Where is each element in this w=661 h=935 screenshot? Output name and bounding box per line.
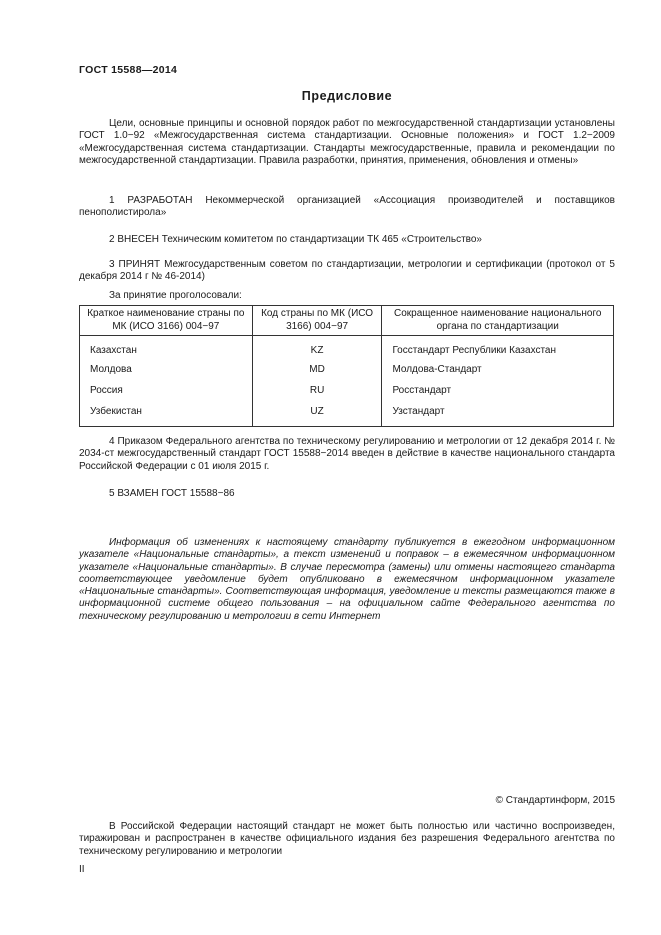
country-cell: Молдова (80, 359, 253, 380)
table-row (80, 380, 614, 401)
code-cell: UZ (252, 401, 382, 427)
code-cell: KZ (252, 336, 382, 360)
country-cell: Узбекистан (80, 401, 253, 427)
item-2-introduced-by: 2 ВНЕСЕН Техническим комитетом по стандартизации ТК 465 «Строительство» (109, 234, 482, 245)
table-row (80, 401, 614, 427)
table-row (80, 336, 614, 360)
code-cell: MD (252, 359, 382, 380)
column-header-body: Сокращенное наименование национального органа по стандартизации (382, 306, 614, 336)
voting-table (79, 305, 614, 427)
table-header-row (80, 306, 614, 336)
item-3-adopted-by: 3 ПРИНЯТ Межгосударственным советом по стандартизации, метрологии и сертификации (протокол от 5 декабря 2014 г № 46-2014) (79, 259, 615, 283)
country-cell: Россия (80, 380, 253, 401)
body-cell: Госстандарт Республики Казахстан (382, 336, 614, 360)
intro-paragraph: Цели, основные принципы и основной порядок работ по межгосударственной стандартизации установлены ГОСТ 1.0−92 «Межгосударственная система стандартизации. Основные положения» и ГОСТ 1.2−2009 «Межгосударственная система стандартизации. Стандарты межгосударственные, правила и рекомендации по межгосударственной стандартизации. Правила разработки, принятия, применения, обновления и отмены» (79, 118, 615, 166)
item-4-enacted-by: 4 Приказом Федерального агентства по техническому регулированию и метрологии от 12 декабря 2014 г. № 2034-ст межгосударственный стандарт ГОСТ 15588−2014 введен в действие в качестве национального стандарта Российской Федерации с 01 июля 2015 г. (79, 436, 615, 472)
code-cell: RU (252, 380, 382, 401)
page-title: Предисловие (301, 89, 393, 103)
column-header-code: Код страны по МК (ИСО 3166) 004−97 (252, 306, 382, 336)
item-5-replaces: 5 ВЗАМЕН ГОСТ 15588−86 (109, 488, 235, 499)
item-1-developed-by: 1 РАЗРАБОТАН Некоммерческой организацией «Ассоциация производителей и поставщиков пенополистирола» (79, 195, 615, 219)
legal-notice: В Российской Федерации настоящий стандарт не может быть полностью или частично воспроизведен, тиражирован и распространен в качестве официального издания без разрешения Федерального агентства по техническому регулированию и метрологии (79, 821, 615, 857)
body-cell: Молдова-Стандарт (382, 359, 614, 380)
column-header-country: Краткое наименование страны по МК (ИСО 3166) 004−97 (80, 306, 253, 336)
document-header: ГОСТ 15588—2014 (79, 64, 178, 76)
table-row (80, 359, 614, 380)
body-cell: Росстандарт (382, 380, 614, 401)
country-cell: Казахстан (80, 336, 253, 360)
voted-label: За принятие проголосовали: (109, 290, 242, 301)
changes-information-note: Информация об изменениях к настоящему стандарту публикуется в ежегодном информационном указателе «Национальные стандарты», а текст изменений и поправок – в ежемесячном информационном указателе «Национальные стандарты». В случае пересмотра (замены) или отмены настоящего стандарта соответствующее уведомление будет опубликовано в ежемесячном информационном указателе «Национальные стандарты». Соответствующая информация, уведомление и тексты размещаются также в информационной системе общего пользования – на официальном сайте Федерального агентства по техническому регулированию и метрологии в сети Интернет (79, 537, 615, 622)
page-number: II (79, 864, 85, 875)
copyright: © Стандартинформ, 2015 (495, 795, 615, 806)
body-cell: Узстандарт (382, 401, 614, 427)
